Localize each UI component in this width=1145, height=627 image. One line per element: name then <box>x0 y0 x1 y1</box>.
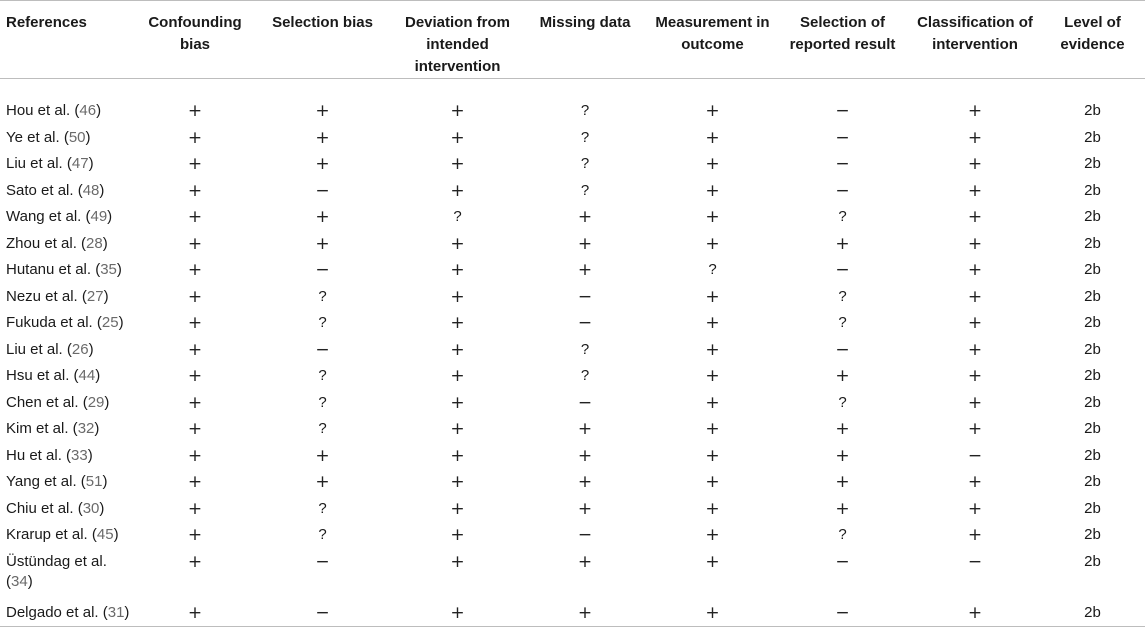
bias-rating-cell: + <box>705 313 720 334</box>
bias-rating-cell: ? <box>580 102 590 120</box>
column-header: Missing data <box>520 1 650 79</box>
reference-cell <box>0 257 140 284</box>
bias-rating-cell: + <box>967 419 983 440</box>
bias-rating-cell: + <box>315 101 330 122</box>
bias-rating-cell: + <box>967 180 983 201</box>
table-row <box>0 98 1145 125</box>
reference-name: Chiu et al. ( <box>6 499 83 517</box>
table-row <box>0 310 1145 337</box>
bias-rating-cell: + <box>187 551 203 572</box>
bias-rating-cell: + <box>140 600 250 627</box>
bias-rating-cell: ? <box>318 314 327 332</box>
reference-close-paren: ) <box>85 128 91 146</box>
bias-rating-cell: + <box>705 392 720 413</box>
bias-rating-cell: + <box>315 472 330 493</box>
bias-rating-cell: + <box>187 313 203 334</box>
bias-rating-cell: ? <box>580 155 590 173</box>
bias-rating-cell: + <box>967 339 983 360</box>
reference-close-paren: ) <box>102 234 108 252</box>
bias-rating-cell: + <box>967 525 983 546</box>
evidence-level-cell: 2b <box>1084 393 1101 411</box>
bias-rating-cell: + <box>187 207 203 228</box>
bias-rating-cell: − <box>577 313 593 334</box>
bias-rating-cell: + <box>705 419 720 440</box>
bias-rating-cell: + <box>577 207 593 228</box>
reference-close-paren: ) <box>118 314 124 332</box>
bias-rating-cell: − <box>835 154 850 175</box>
bias-rating-cell: + <box>705 445 720 466</box>
evidence-level-cell: 2b <box>1084 420 1101 438</box>
bias-rating-cell: ? <box>838 393 847 411</box>
bias-rating-cell: + <box>967 127 983 148</box>
reference-close-paren: ) <box>102 473 108 491</box>
bias-rating-cell: + <box>705 101 720 122</box>
reference-cell <box>0 496 140 523</box>
bias-rating-cell: + <box>705 366 720 387</box>
bias-rating-cell: + <box>187 154 203 175</box>
citation-number: 51 <box>85 473 103 491</box>
table-row <box>0 178 1145 205</box>
evidence-level-cell: 2b <box>1084 287 1101 305</box>
bias-rating-cell: + <box>705 551 720 572</box>
table-header <box>0 1 1145 79</box>
reference-name: Yang et al. ( <box>6 473 86 491</box>
bias-rating-cell: + <box>187 419 203 440</box>
citation-number: 28 <box>86 234 103 252</box>
evidence-level-cell: 2b <box>1084 473 1101 491</box>
bias-rating-cell: ? <box>318 499 327 517</box>
reference-close-paren: ) <box>88 340 94 358</box>
table-row <box>0 443 1145 470</box>
bias-rating-cell: + <box>520 600 650 627</box>
bias-rating-cell: + <box>450 127 465 148</box>
bias-rating-cell: + <box>187 260 203 281</box>
table-row <box>0 284 1145 311</box>
bias-rating-cell: + <box>705 207 720 228</box>
reference-name: Sato et al. ( <box>6 181 83 199</box>
bias-rating-cell: + <box>450 445 465 466</box>
bias-rating-cell: + <box>315 233 330 254</box>
evidence-level-cell: 2b <box>1084 367 1101 385</box>
reference-name: Liu et al. ( <box>6 340 72 358</box>
reference-close-paren: ) <box>104 393 110 411</box>
citation-number: 47 <box>71 155 89 173</box>
reference-cell <box>0 522 140 549</box>
reference-name: Delgado et al. ( <box>6 603 108 621</box>
bias-rating-cell: + <box>187 127 203 148</box>
citation-number: 26 <box>71 340 89 358</box>
reference-close-paren: ) <box>107 208 113 226</box>
bias-rating-cell: ? <box>318 367 327 385</box>
bias-rating-cell: − <box>315 260 330 281</box>
bias-rating-cell: + <box>187 101 203 122</box>
reference-close-paren: ) <box>116 261 122 279</box>
bias-rating-cell: + <box>705 286 720 307</box>
bias-rating-cell: ? <box>580 367 590 385</box>
table-row <box>0 549 1145 600</box>
bias-rating-cell: − <box>577 392 593 413</box>
reference-cell <box>0 284 140 311</box>
bias-rating-cell: + <box>450 551 465 572</box>
bias-rating-cell: + <box>450 313 465 334</box>
table-row <box>0 522 1145 549</box>
evidence-level-cell: 2b <box>1084 181 1101 199</box>
bias-rating-cell: ? <box>580 181 590 199</box>
column-header: Measurement in outcome <box>650 1 775 79</box>
bias-rating-cell: ? <box>838 526 847 544</box>
reference-cell <box>0 151 140 178</box>
reference-name: Ye et al. ( <box>6 128 69 146</box>
bias-rating-cell: ? <box>838 208 847 226</box>
reference-close-paren: ) <box>95 367 101 385</box>
reference-close-paren: ) <box>96 102 102 120</box>
reference-name: Nezu et al. ( <box>6 287 87 305</box>
bias-rating-cell: + <box>187 445 203 466</box>
bias-rating-cell: + <box>187 233 203 254</box>
reference-cell <box>0 600 140 627</box>
bias-rating-cell: + <box>835 366 850 387</box>
column-header: Selection bias <box>250 1 395 79</box>
citation-number: 49 <box>90 208 108 226</box>
evidence-level-cell: 2b <box>1084 234 1101 252</box>
citation-number: 30 <box>82 499 100 517</box>
bias-rating-cell: + <box>967 207 983 228</box>
bias-rating-cell: + <box>315 445 330 466</box>
reference-close-paren: ) <box>27 572 33 590</box>
evidence-level-cell: 2b <box>1084 155 1101 173</box>
bias-rating-cell: + <box>835 445 850 466</box>
table-row <box>0 390 1145 417</box>
table-row <box>0 257 1145 284</box>
column-header: Deviation from intended intervention <box>395 1 520 79</box>
evidence-level-cell: 2b <box>1084 499 1101 517</box>
bias-rating-cell: + <box>835 498 850 519</box>
bias-rating-cell: + <box>450 392 465 413</box>
evidence-level-cell: 2b <box>1084 102 1101 120</box>
table-row <box>0 416 1145 443</box>
table-row <box>0 151 1145 178</box>
evidence-level-cell: 2b <box>1084 208 1101 226</box>
reference-cell <box>0 178 140 205</box>
bias-rating-cell: ? <box>708 261 717 279</box>
reference-cell <box>0 231 140 258</box>
bias-rating-cell: − <box>315 339 330 360</box>
bias-rating-cell: + <box>705 498 720 519</box>
bias-rating-cell: + <box>187 392 203 413</box>
citation-number: 27 <box>86 287 104 305</box>
reference-name: Wang et al. ( <box>6 208 91 226</box>
citation-number: 31 <box>107 603 125 621</box>
reference-cell <box>0 469 140 496</box>
bias-rating-cell: + <box>705 154 720 175</box>
table-row <box>0 496 1145 523</box>
bias-rating-cell: + <box>835 233 850 254</box>
table-body <box>0 79 1145 627</box>
reference-name: Kim et al. ( <box>6 420 78 438</box>
reference-close-paren: ) <box>88 155 94 173</box>
column-header: Classification of intervention <box>910 1 1040 79</box>
table-row <box>0 231 1145 258</box>
bias-rating-cell: + <box>967 233 983 254</box>
bias-rating-cell: + <box>577 260 593 281</box>
citation-number: 48 <box>82 181 100 199</box>
bias-rating-cell: − <box>315 551 330 572</box>
reference-cell <box>0 337 140 364</box>
reference-close-paren: ) <box>99 499 105 517</box>
bias-rating-cell: + <box>450 339 465 360</box>
bias-rating-cell: − <box>835 101 850 122</box>
citation-number: 33 <box>71 446 88 464</box>
bias-rating-cell: + <box>450 366 465 387</box>
reference-cell <box>0 363 140 390</box>
evidence-level-cell: 2b <box>1084 446 1101 464</box>
bias-rating-cell: + <box>450 154 465 175</box>
column-header: Confounding bias <box>140 1 250 79</box>
bias-rating-cell: + <box>577 498 593 519</box>
bias-rating-cell: + <box>315 207 330 228</box>
reference-cell <box>0 125 140 152</box>
evidence-level-cell: 2b <box>1084 261 1101 279</box>
bias-rating-cell: + <box>705 127 720 148</box>
reference-name: Hsu et al. ( <box>6 367 79 385</box>
bias-rating-cell: + <box>705 525 720 546</box>
reference-cell <box>0 310 140 337</box>
reference-close-paren: ) <box>87 446 93 464</box>
reference-close-paren: ) <box>94 420 100 438</box>
reference-close-paren: ) <box>103 287 109 305</box>
table-row <box>0 125 1145 152</box>
bias-rating-cell: − <box>250 600 395 627</box>
table-row <box>0 337 1145 364</box>
citation-number: 32 <box>77 420 95 438</box>
bias-rating-cell: + <box>835 472 850 493</box>
citation-number: 29 <box>87 393 105 411</box>
bias-rating-cell: − <box>967 445 983 466</box>
reference-close-paren: ) <box>99 181 105 199</box>
column-header: References <box>0 1 140 79</box>
bias-rating-cell: + <box>967 154 983 175</box>
bias-rating-cell: + <box>450 525 465 546</box>
reference-cell <box>0 98 140 125</box>
bias-rating-cell: − <box>835 339 850 360</box>
bias-rating-cell: + <box>835 419 850 440</box>
reference-cell <box>0 549 140 600</box>
reference-name: Krarup et al. ( <box>6 526 97 544</box>
bias-rating-cell: + <box>450 419 465 440</box>
bias-rating-cell: ? <box>580 128 590 146</box>
bias-rating-cell: − <box>775 600 910 627</box>
citation-number: 46 <box>79 102 97 120</box>
evidence-level-cell: 2b <box>1084 314 1101 332</box>
bias-rating-cell: ? <box>453 208 462 226</box>
citation-number: 44 <box>78 367 96 385</box>
bias-rating-cell: + <box>450 180 465 201</box>
citation-number: 35 <box>100 261 117 279</box>
bias-rating-cell: + <box>705 339 720 360</box>
bias-rating-cell: + <box>450 101 465 122</box>
reference-name: Zhou et al. ( <box>6 234 87 252</box>
bias-rating-cell: + <box>315 154 330 175</box>
bias-rating-cell: − <box>835 180 850 201</box>
evidence-level-cell: 2b <box>1084 340 1101 358</box>
bias-rating-cell: − <box>835 551 850 572</box>
bias-rating-cell: ? <box>838 314 847 332</box>
reference-name: Hutanu et al. ( <box>6 261 101 279</box>
bias-rating-cell: ? <box>318 287 327 305</box>
evidence-level-cell: 2b <box>1084 526 1101 544</box>
header-gap <box>0 79 1145 99</box>
table-row <box>0 363 1145 390</box>
evidence-level-cell: 2b <box>1084 552 1101 570</box>
bias-rating-cell: + <box>187 339 203 360</box>
bias-rating-cell: + <box>967 472 983 493</box>
bias-rating-cell: + <box>577 472 593 493</box>
bias-rating-cell: − <box>967 551 983 572</box>
bias-rating-cell: + <box>395 600 520 627</box>
bias-rating-cell: + <box>187 366 203 387</box>
bias-rating-cell: + <box>705 180 720 201</box>
column-header: Selection of reported result <box>775 1 910 79</box>
reference-name: Fukuda et al. ( <box>6 314 102 332</box>
reference-name: Liu et al. ( <box>6 155 72 173</box>
column-header: Level of evidence <box>1040 1 1145 79</box>
reference-name: Üstündag et al. ( <box>6 552 107 590</box>
bias-rating-cell: + <box>910 600 1040 627</box>
bias-rating-cell: − <box>577 525 593 546</box>
citation-number: 25 <box>101 314 119 332</box>
table-row <box>0 469 1145 496</box>
bias-rating-cell: − <box>835 127 850 148</box>
bias-rating-cell: + <box>450 498 465 519</box>
bias-rating-cell: + <box>187 472 203 493</box>
bias-rating-cell: − <box>835 260 850 281</box>
bias-rating-cell: + <box>450 233 465 254</box>
bias-rating-cell: + <box>705 233 720 254</box>
bias-rating-cell: + <box>967 286 983 307</box>
citation-number: 45 <box>96 526 114 544</box>
bias-rating-cell: + <box>705 472 720 493</box>
bias-rating-cell: + <box>967 366 983 387</box>
bias-rating-cell: + <box>450 260 465 281</box>
bias-rating-cell: + <box>187 525 203 546</box>
bias-rating-cell: + <box>577 445 593 466</box>
bias-rating-cell: + <box>187 498 203 519</box>
reference-close-paren: ) <box>113 526 119 544</box>
citation-number: 34 <box>11 572 28 590</box>
bias-rating-cell: + <box>967 313 983 334</box>
bias-rating-cell: ? <box>318 526 327 544</box>
bias-rating-cell: + <box>187 180 203 201</box>
bias-rating-cell: ? <box>838 287 847 305</box>
bias-rating-cell: + <box>967 101 983 122</box>
reference-name: Hu et al. ( <box>6 446 72 464</box>
evidence-level-cell: 2b <box>1084 128 1101 146</box>
reference-close-paren: ) <box>124 603 130 621</box>
bias-rating-cell: + <box>577 233 593 254</box>
reference-name: Hou et al. ( <box>6 102 80 120</box>
reference-cell <box>0 204 140 231</box>
citation-number: 50 <box>68 128 86 146</box>
bias-rating-cell: + <box>450 286 465 307</box>
table-row <box>0 600 1145 627</box>
bias-rating-cell: + <box>967 392 983 413</box>
bias-rating-cell: + <box>967 498 983 519</box>
reference-cell <box>0 416 140 443</box>
bias-rating-cell: + <box>450 472 465 493</box>
bias-rating-cell: ? <box>580 340 590 358</box>
header-row <box>0 1 1145 79</box>
reference-cell <box>0 390 140 417</box>
bias-rating-cell: + <box>577 419 593 440</box>
bias-rating-cell: + <box>967 260 983 281</box>
bias-rating-cell: + <box>650 600 775 627</box>
bias-rating-cell: + <box>577 551 593 572</box>
table-row <box>0 204 1145 231</box>
bias-rating-cell: − <box>315 180 330 201</box>
bias-rating-cell: + <box>187 286 203 307</box>
reference-name: Chen et al. ( <box>6 393 88 411</box>
bias-rating-cell: + <box>315 127 330 148</box>
bias-rating-cell: ? <box>318 420 327 438</box>
evidence-level-cell: 2b <box>1040 600 1145 627</box>
bias-rating-cell: ? <box>318 393 327 411</box>
reference-cell <box>0 443 140 470</box>
bias-rating-cell: − <box>577 286 593 307</box>
